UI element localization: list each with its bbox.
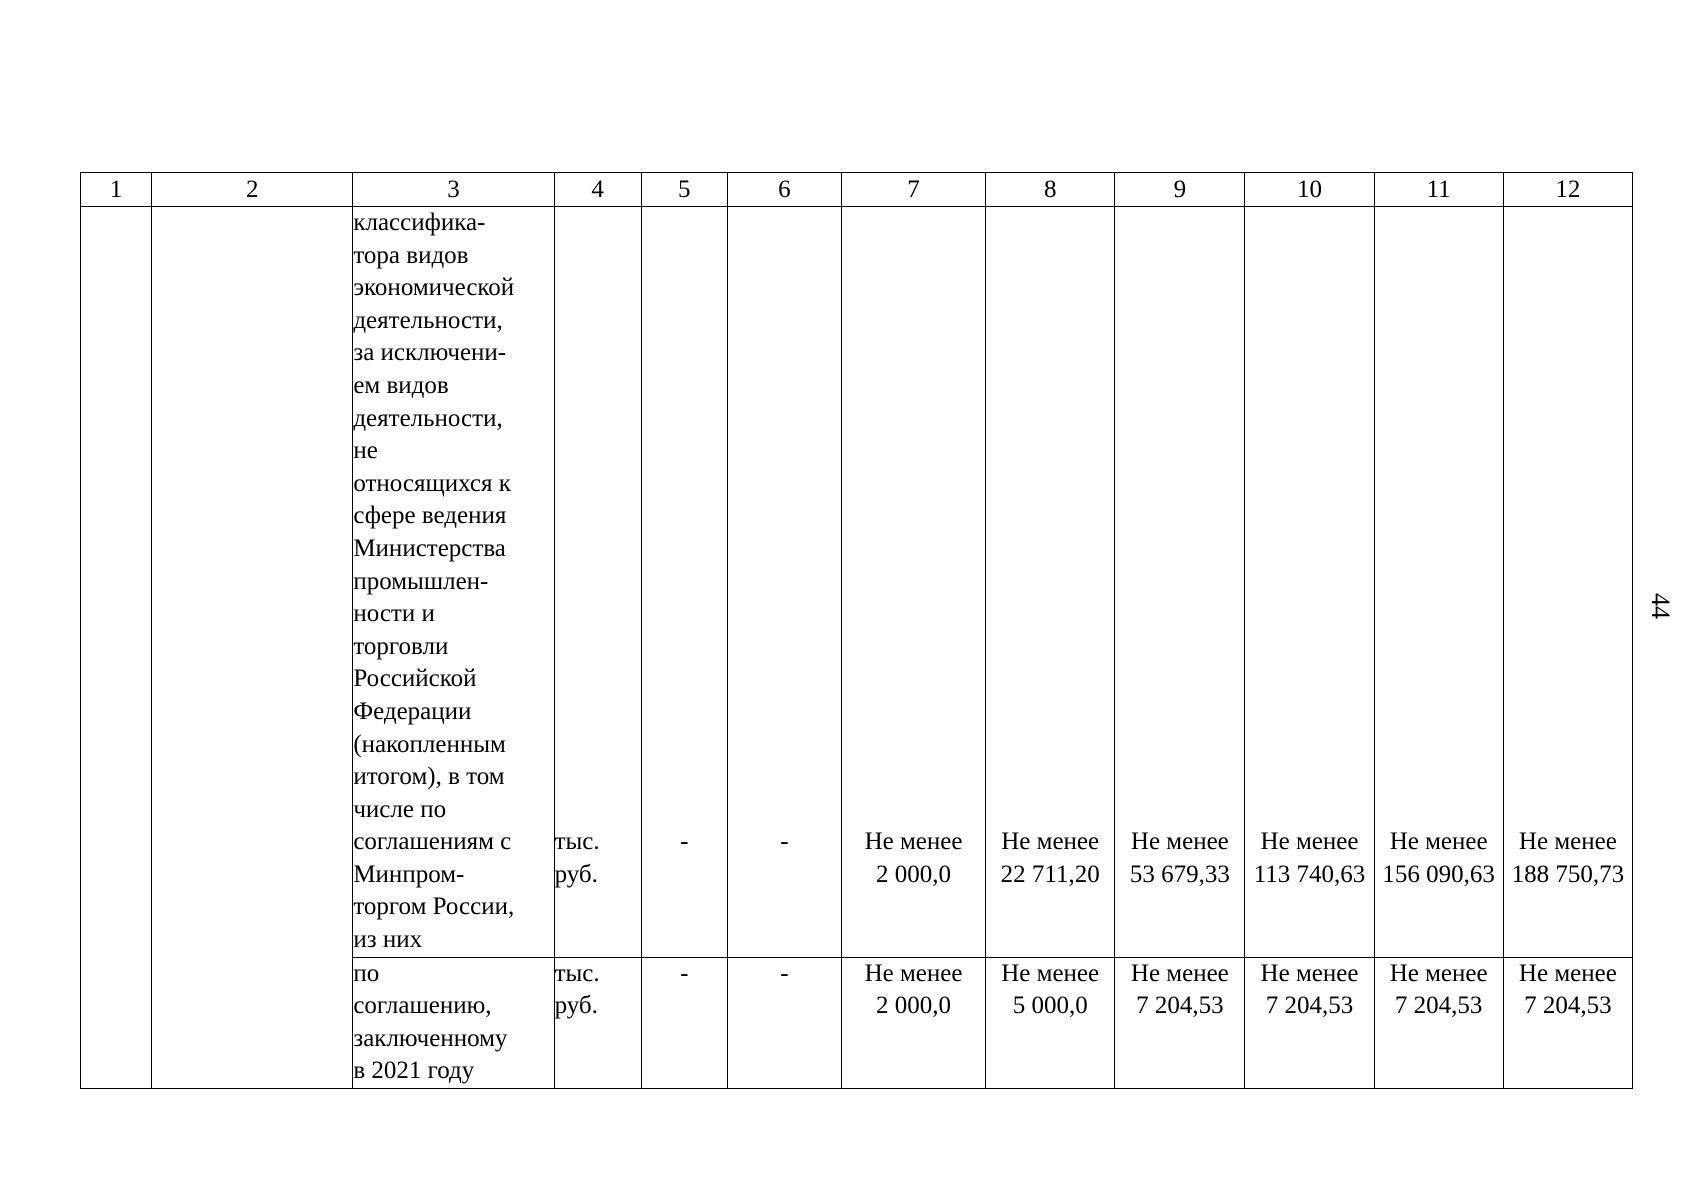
unit-cell: тыс. руб. <box>554 207 641 958</box>
value-col12: Не менее 188 750,73 <box>1503 207 1632 958</box>
value-col11: Не менее 7 204,53 <box>1374 957 1503 1088</box>
column-header-1: 1 <box>81 173 152 207</box>
cell-col6: - <box>727 207 841 958</box>
unit-cell: тыс. руб. <box>554 957 641 1088</box>
indicator-table <box>80 172 1633 1089</box>
column-header-4: 4 <box>554 173 641 207</box>
value-col7: Не менее 2 000,0 <box>841 957 985 1088</box>
column-header-2: 2 <box>152 173 353 207</box>
cell-col2 <box>152 207 353 1089</box>
value-col9: Не менее 7 204,53 <box>1115 957 1245 1088</box>
value-col8: Не менее 22 711,20 <box>986 207 1115 958</box>
page-number: 44 <box>1646 593 1675 619</box>
column-header-8: 8 <box>986 173 1115 207</box>
indicator-description: классифика- тора видов экономической деятельности, за исключени- ем видов деятельности, не относящихся к сфере ведения Министерства промышлен- ности и торговли Российской Федерации (накопленным итогом), в том числе по соглашениям с Минпром- торгом России, из них <box>353 207 554 958</box>
column-header-5: 5 <box>641 173 727 207</box>
value-col10: Не менее 7 204,53 <box>1245 957 1374 1088</box>
column-header-12: 12 <box>1503 173 1632 207</box>
value-col7: Не менее 2 000,0 <box>841 207 985 958</box>
cell-col1 <box>81 207 152 1089</box>
column-header-9: 9 <box>1115 173 1245 207</box>
value-col8: Не менее 5 000,0 <box>986 957 1115 1088</box>
column-header-10: 10 <box>1245 173 1374 207</box>
header-row <box>81 173 1633 207</box>
indicator-description: по соглашению, заключенному в 2021 году <box>353 957 554 1088</box>
cell-col6: - <box>727 957 841 1088</box>
value-col9: Не менее 53 679,33 <box>1115 207 1245 958</box>
value-col11: Не менее 156 090,63 <box>1374 207 1503 958</box>
column-header-3: 3 <box>353 173 554 207</box>
table-row-cumulative <box>81 207 1633 958</box>
column-header-6: 6 <box>727 173 841 207</box>
column-header-11: 11 <box>1374 173 1503 207</box>
column-header-7: 7 <box>841 173 985 207</box>
cell-col5: - <box>641 957 727 1088</box>
cell-col5: - <box>641 207 727 958</box>
value-col12: Не менее 7 204,53 <box>1503 957 1632 1088</box>
value-col10: Не менее 113 740,63 <box>1245 207 1374 958</box>
